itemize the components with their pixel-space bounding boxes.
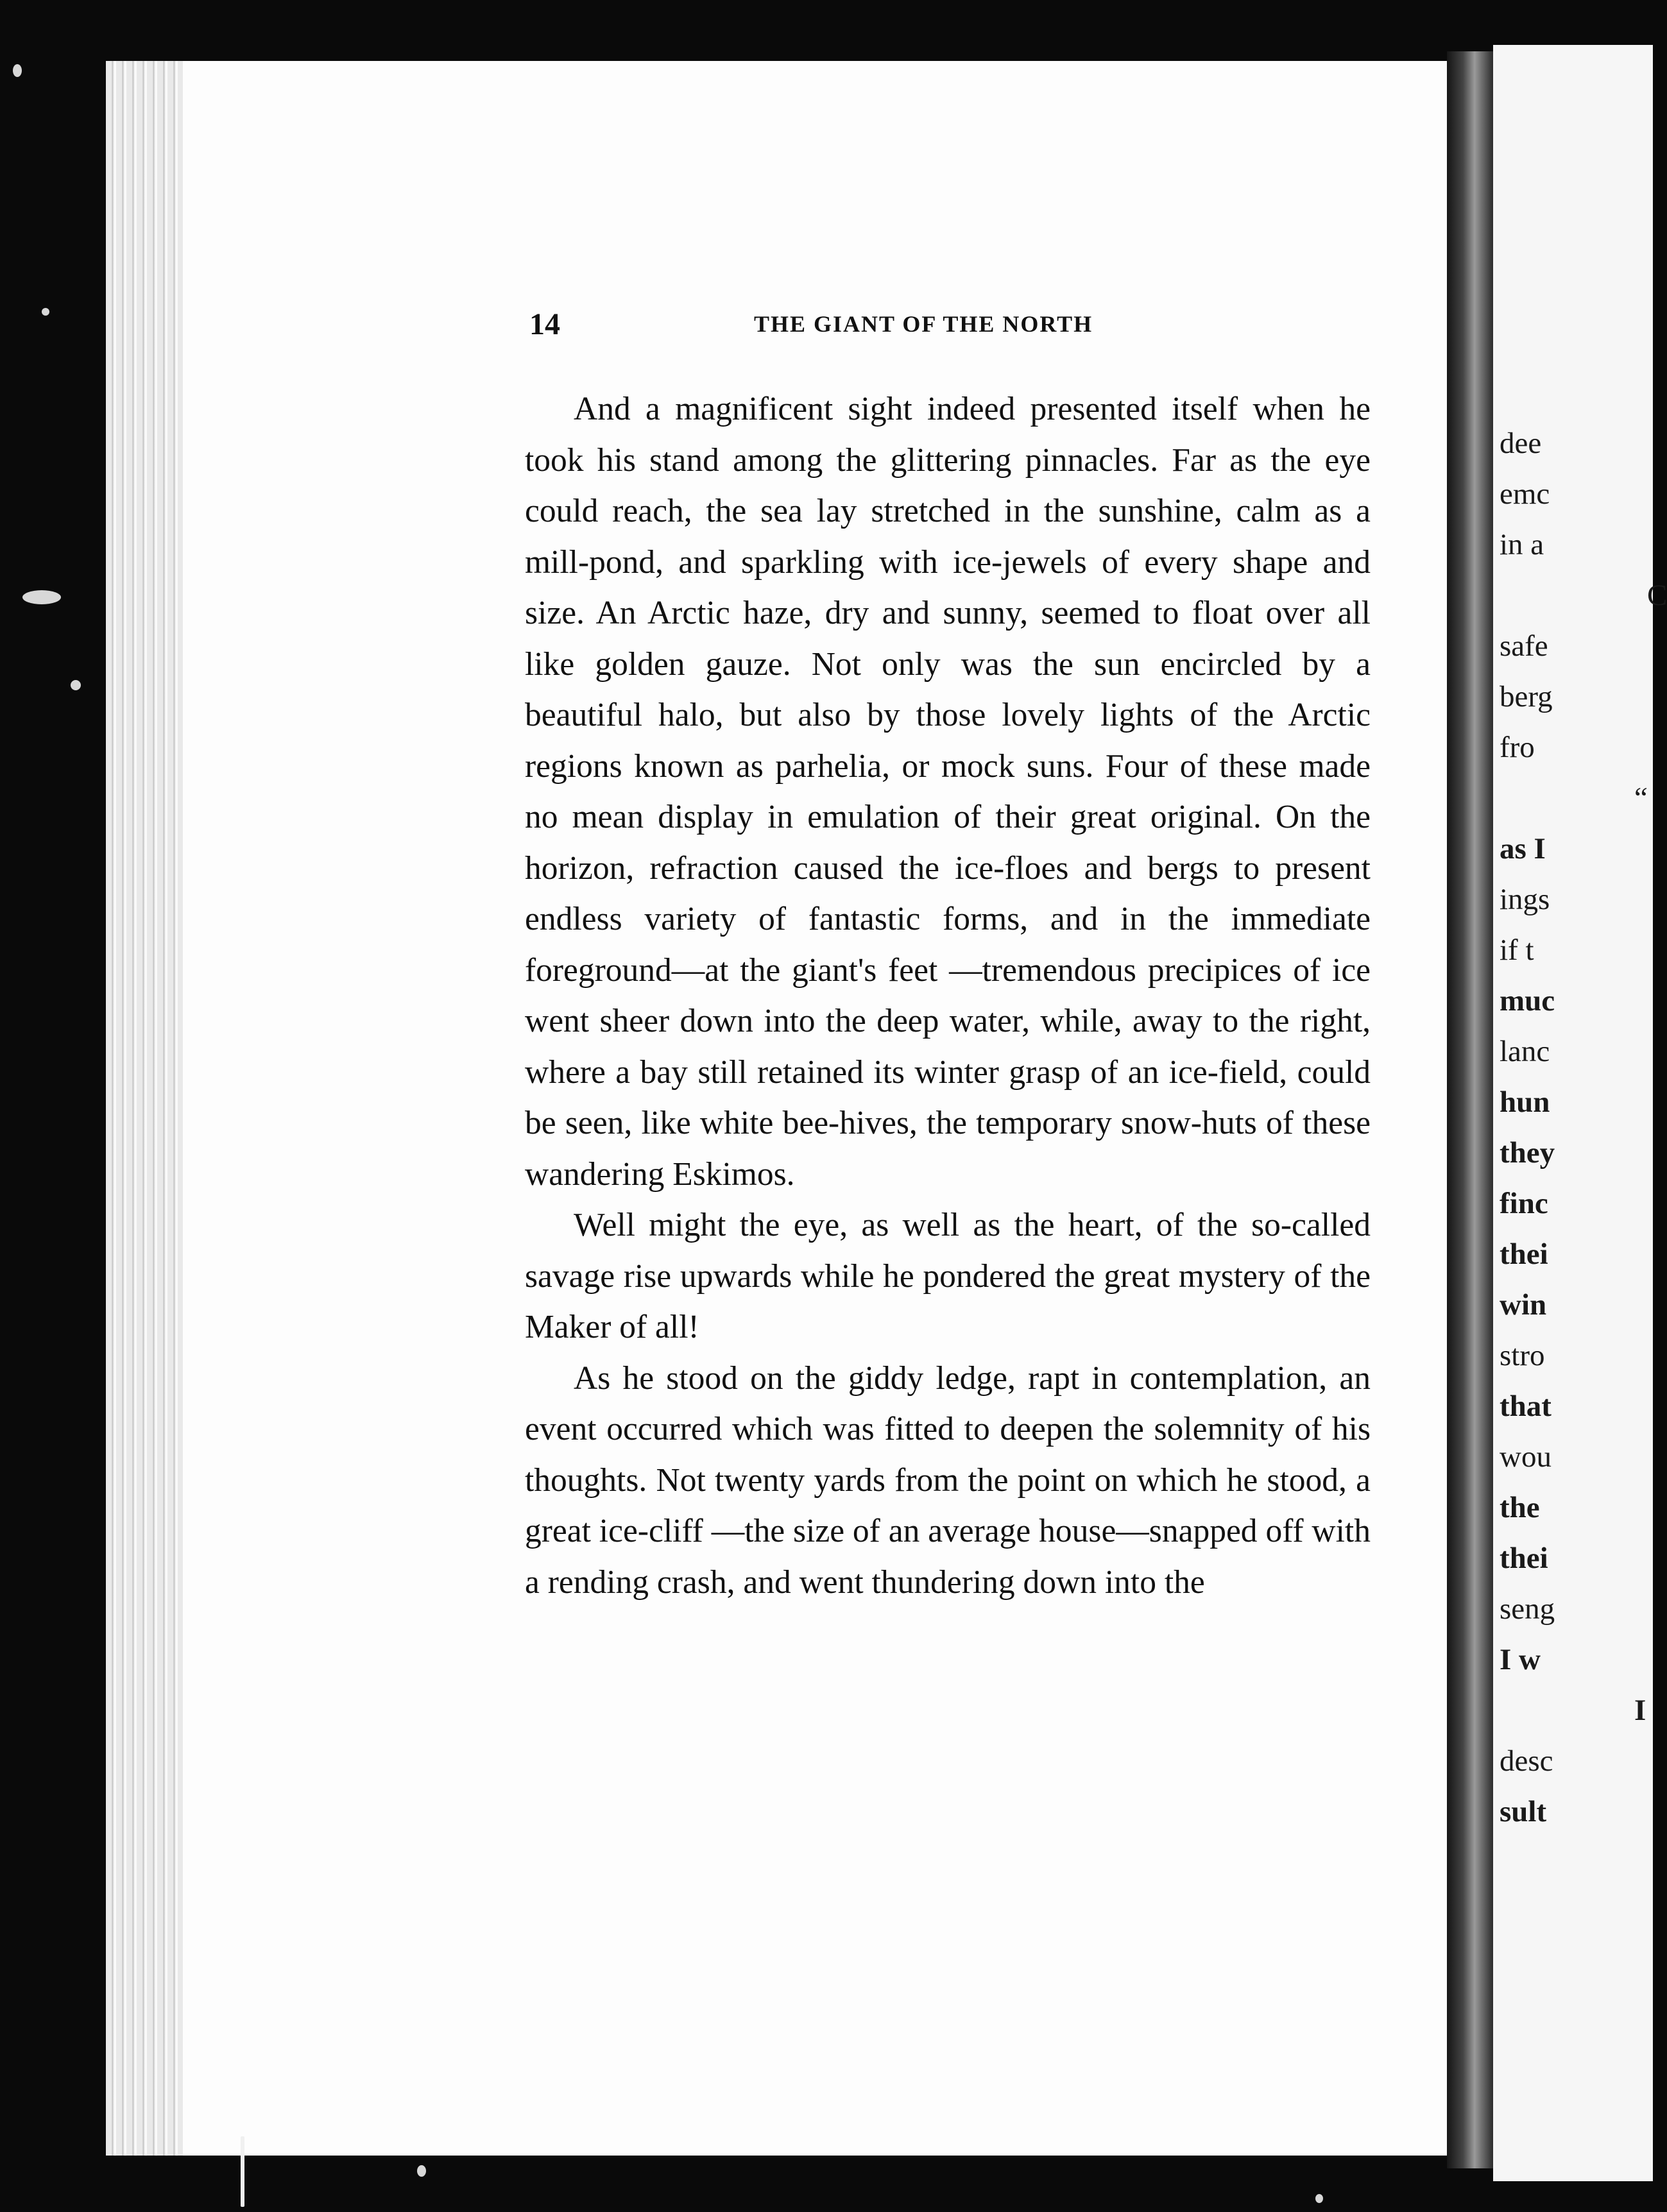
facing-page-line: thei [1500, 1542, 1548, 1575]
facing-page-line: berg [1500, 680, 1553, 713]
facing-page-line: that [1500, 1390, 1552, 1423]
facing-page-line: fro [1500, 731, 1535, 764]
page-edges [106, 61, 183, 2156]
facing-page-line: stro [1500, 1339, 1545, 1372]
facing-page-line: desc [1500, 1744, 1553, 1778]
paragraph: Well might the eye, as well as the heart, of the so-called savage rise upwards while he pondered the great mystery of the Maker of all! [525, 1207, 1371, 1345]
paragraph: As he stood on the giddy ledge, rapt in contemplation, an event occurred which was fitted to deepen the solemnity of his thoughts. Not twenty yards from the point on which he stood, a great ice-cliff —the size of an average house—snapped off with a rending crash, and went thundering down into the [525, 1359, 1371, 1601]
running-title: THE GIANT OF THE NORTH [754, 311, 1093, 337]
page-header [529, 307, 1376, 345]
facing-page-line: ings [1500, 883, 1550, 916]
book-gutter [1447, 51, 1493, 2168]
facing-page-line: seng [1500, 1592, 1555, 1626]
facing-page-line: hun [1500, 1085, 1550, 1119]
facing-page [1493, 45, 1667, 2181]
scan-speck [13, 64, 22, 77]
facing-page-line: the [1500, 1491, 1540, 1524]
facing-page-line: if t [1500, 933, 1534, 967]
facing-page-line: thei [1500, 1238, 1548, 1271]
facing-page-line: lanc [1500, 1035, 1550, 1068]
facing-page-line: win [1500, 1288, 1547, 1322]
paragraph: And a magnificent sight indeed presented itself when he took his stand among the glittering pinnacles. Far as the eye could reach, the sea lay stretched in the sunshine, calm as a mill-pond, and sparkling with ice-jewels of every shape and size. An Arctic haze, dry and sunny, seemed to float over all like golden gauze. Not only was the sun encircled by a beautiful halo, but also by those lovely lights of the Arctic regions known as parhelia, or mock suns. Four of these made no mean display in emulation of their great original. On the horizon, refraction caused the ice-floes and bergs to present endless variety of fantastic forms, and in the immediate foreground—at the giant's feet —tremendous precipices of ice went sheer down into the deep water, while, away to the right, where a bay still retained its winter grasp of an ice-field, could be seen, like white bee-hives, the temporary snow-huts of these wandering Eskimos. [525, 391, 1371, 1193]
facing-page-line: finc [1500, 1187, 1548, 1220]
facing-page-line: as I [1500, 832, 1546, 865]
scan-speck [22, 590, 61, 604]
facing-page-line: safe [1500, 629, 1548, 663]
scan-speck [42, 308, 49, 316]
facing-page-line: dee [1500, 427, 1542, 460]
facing-page-line: “ [1634, 781, 1648, 815]
facing-page-line: emc [1500, 477, 1550, 511]
body-text [525, 384, 1371, 1608]
facing-page-line: I [1634, 1694, 1646, 1727]
facing-page-line: I w [1500, 1643, 1541, 1676]
facing-page-line: they [1500, 1136, 1555, 1170]
scan-speck [417, 2165, 426, 2177]
facing-page-line: muc [1500, 984, 1555, 1017]
facing-page-line: wou [1500, 1440, 1552, 1474]
facing-page-line: in a [1500, 528, 1544, 561]
facing-page-line: sult [1500, 1795, 1547, 1828]
scan-speck [241, 2136, 244, 2207]
scan-speck [1315, 2194, 1323, 2203]
page-number: 14 [529, 307, 560, 341]
scan-speck [71, 680, 81, 690]
facing-page-line: C [1647, 579, 1667, 612]
